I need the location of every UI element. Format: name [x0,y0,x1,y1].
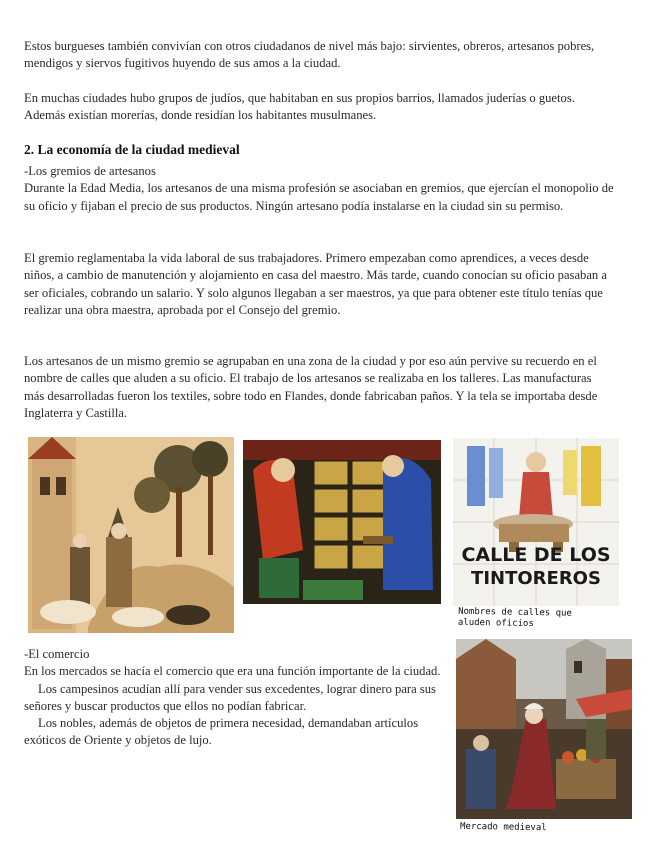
gremios-paragraph-3: Los artesanos de un mismo gremio se agrupaban en una zona de la ciudad y por eso aún pervive su recuerdo en el nombre de calles que aluden a su oficio. El trabajo de los artesanos se realizaba en los talleres. Las manufacturas más desarrolladas fueron los textiles, sobre todo en Flandes, donde fabricaban paños. Y la tela se importaba desde Inglaterra y Castilla. [24,354,598,420]
gremios-paragraph-2: El gremio reglamentaba la vida laboral de sus trabajadores. Primero empezaban como aprendices, a veces desde niños, a cambio de manutención y alojamiento en casa del maestro. Más tarde, cuando conocían su oficio pasaban a ser oficiales, cobrando un salario. Y solo algunos llegaban a ser maestros, ya que para obtener este título tenías que realizar una obra maestra, aprobada por el Consejo del gremio. [24,251,607,317]
comercio-paragraph-3: Los nobles, además de objetos de primera necesidad, demandaban artículos exóticos de Oriente y objetos de lujo. [24,716,419,748]
section-heading: 2. La economía de la ciudad medieval [24,142,240,157]
manuscript-illustration [28,437,234,633]
comercio-paragraph-2: Los campesinos acudían allí para vender sus excedentes, lograr dinero para sus señores y buscar productos que ellos no podían fabricar. [24,681,436,713]
tile-sign-line1: CALLE DE LOS [461,544,611,566]
gremios-paragraph-1: Durante la Edad Media, los artesanos de una misma profesión se asociaban en gremios, que ejercían el monopolio de su oficio y fijaban el precio de sus productos. Ningún artesano podía instalarse en la ciudad sin su permiso. [24,181,614,213]
gremios-subtitle: -Los gremios de artesanos [24,164,156,178]
comercio-block [24,646,444,750]
tile-caption: Nombres de calles que aluden oficios [457,606,572,630]
comercio-paragraph-1: En los mercados se hacía el comercio que era una función importante de la ciudad. [24,664,441,679]
market-caption: Mercado medieval [459,821,547,834]
intro-paragraph-1: Estos burgueses también convivían con otros ciudadanos de nivel más bajo: sirvientes, obreros, artesanos pobres, mendigos y siervos fugitivos huyendo de sus amos a la ciudad. [24,39,595,71]
medieval-market-image [456,639,632,819]
street-sign-tiles [453,438,619,606]
gremios-block [24,163,614,215]
stained-glass-masons [243,440,441,604]
intro-paragraph-2: En muchas ciudades hubo grupos de judíos, que habitaban en sus propios barrios, llamados juderías o guetos. Además existían morerías, donde residían los habitantes musulmanes. [24,91,575,123]
comercio-subtitle: -El comercio [24,647,90,661]
tile-sign-line2: TINTOREROS [471,568,601,589]
